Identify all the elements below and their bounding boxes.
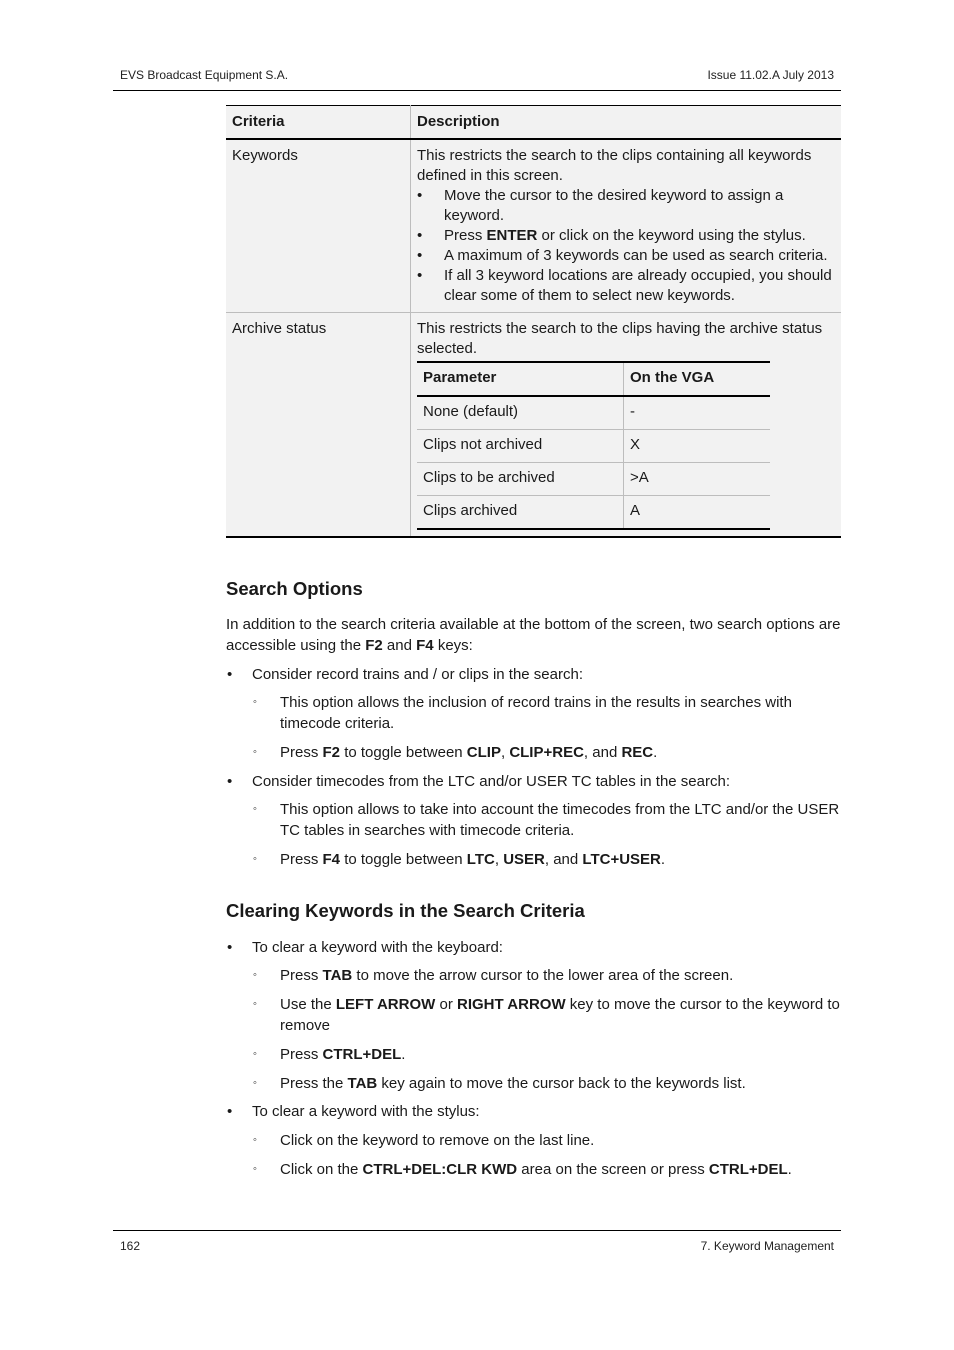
header-issue: Issue 11.02.A July 2013 — [707, 68, 834, 82]
vga-cell: - — [624, 396, 771, 430]
list-item — [226, 965, 841, 986]
list-item: • To clear a keyword with the keyboard: — [226, 937, 841, 958]
key-name: TAB — [347, 1075, 378, 1092]
text: to move the arrow cursor to the lower area of the screen. — [352, 967, 734, 984]
key-name: LEFT ARROW — [335, 996, 436, 1013]
list-item: • Consider record trains and / or clips in the search: — [226, 664, 841, 685]
text: . — [401, 1046, 406, 1063]
criteria-header: Criteria — [226, 106, 411, 140]
search-options-heading: Search Options — [226, 578, 363, 599]
text: Press — [280, 744, 323, 761]
keywords-intro: This restricts the search to the clips containing all keywords defined in this screen. — [417, 147, 812, 184]
text: or click on the keyword using the stylus. — [537, 227, 806, 244]
key-name: F2 — [365, 637, 383, 654]
text: Press — [280, 851, 323, 868]
table-row — [417, 463, 770, 496]
clearing-keywords-heading: Clearing Keywords in the Search Criteria — [226, 900, 585, 921]
parameter-cell: Clips archived — [417, 496, 624, 530]
text: area on the screen or press — [517, 1161, 709, 1178]
key-name: F4 — [416, 637, 434, 654]
page-footer — [113, 1230, 841, 1253]
text: Press — [444, 227, 487, 244]
text: , and — [544, 851, 583, 868]
text: . — [787, 1161, 792, 1178]
list-item: • A maximum of 3 keywords can be used as search criteria. — [417, 246, 835, 266]
list-item — [226, 1044, 841, 1065]
key-name: TAB — [322, 967, 353, 984]
vga-cell: A — [624, 496, 771, 530]
parameter-header: Parameter — [417, 362, 624, 396]
text: , — [494, 851, 504, 868]
key-name: REC — [621, 744, 654, 761]
keywords-description — [411, 139, 842, 313]
key-name: CLIP — [466, 744, 501, 761]
list-item — [226, 994, 841, 1036]
text: and — [382, 637, 417, 654]
text: Press — [280, 1046, 323, 1063]
text: Use the — [280, 996, 336, 1013]
text: . — [660, 851, 666, 868]
table-row — [226, 139, 841, 313]
criteria-keywords: Keywords — [226, 139, 411, 313]
key-name: CTRL+DEL — [708, 1161, 788, 1178]
text: key again to move the cursor back to the keywords list. — [377, 1075, 746, 1092]
key-name: USER — [503, 851, 545, 868]
list-item: • Consider timecodes from the LTC and/or USER TC tables in the search: — [226, 771, 841, 792]
text: keys: — [433, 637, 473, 654]
list-item: ◦ Click on the keyword to remove on the last line. — [226, 1130, 841, 1151]
list-item — [226, 849, 841, 870]
text: Press the — [280, 1075, 348, 1092]
clearing-keywords-section — [226, 937, 841, 1180]
footer-chapter: 7. Keyword Management — [700, 1239, 834, 1253]
table-row — [417, 496, 770, 530]
header-company: EVS Broadcast Equipment S.A. — [120, 68, 289, 82]
text: Click on the — [280, 1161, 363, 1178]
search-options-intro — [226, 614, 841, 656]
key-name: LTC — [466, 851, 495, 868]
text: to toggle between — [340, 744, 467, 761]
key-name: LTC+USER — [582, 851, 661, 868]
text: . — [653, 744, 658, 761]
text: key to move the cursor to the keyword to remove — [280, 996, 840, 1034]
list-item: • Move the cursor to the desired keyword to assign a keyword. — [417, 186, 835, 226]
archive-intro: This restricts the search to the clips having the archive status selected. — [417, 320, 823, 357]
key-name: CTRL+DEL — [322, 1046, 402, 1063]
list-item: ◦ This option allows to take into account the timecodes from the LTC and/or the USER TC tables in searches with timecode criteria. — [226, 799, 841, 841]
key-name: F4 — [322, 851, 341, 868]
text: , — [500, 744, 510, 761]
page-number: 162 — [120, 1239, 141, 1253]
list-item — [226, 742, 841, 763]
list-item: • To clear a keyword with the stylus: — [226, 1101, 841, 1122]
list-item — [226, 1159, 841, 1180]
list-item — [417, 226, 835, 246]
key-name: F2 — [322, 744, 341, 761]
key-name: RIGHT ARROW — [457, 996, 566, 1013]
archive-description — [411, 313, 842, 538]
text: , and — [583, 744, 622, 761]
criteria-archive-status: Archive status — [226, 313, 411, 538]
text: Press — [280, 967, 323, 984]
parameter-cell: Clips to be archived — [417, 463, 624, 496]
page-header — [113, 66, 841, 91]
vga-cell: X — [624, 430, 771, 463]
list-item: • If all 3 keyword locations are already occupied, you should clear some of them to select new keywords. — [417, 266, 835, 306]
keywords-bullets — [417, 186, 835, 306]
parameter-cell: Clips not archived — [417, 430, 624, 463]
text: In addition to the search criteria available at the bottom of the screen, two search options are accessible using the — [226, 616, 841, 654]
criteria-table — [226, 105, 841, 538]
vga-cell: >A — [624, 463, 771, 496]
description-header: Description — [411, 106, 842, 140]
parameter-cell: None (default) — [417, 396, 624, 430]
text: to toggle between — [340, 851, 467, 868]
key-name: ENTER — [486, 227, 538, 244]
vga-header: On the VGA — [624, 362, 771, 396]
list-item: ◦ This option allows the inclusion of record trains in the results in searches with timecode criteria. — [226, 692, 841, 734]
archive-parameter-table — [417, 361, 770, 530]
table-row — [226, 313, 841, 538]
key-name: CLIP+REC — [509, 744, 584, 761]
table-row — [417, 430, 770, 463]
table-row — [417, 396, 770, 430]
search-options-section — [226, 614, 841, 870]
text: or — [435, 996, 457, 1013]
list-item — [226, 1073, 841, 1094]
key-name: CTRL+DEL:CLR KWD — [362, 1161, 518, 1178]
